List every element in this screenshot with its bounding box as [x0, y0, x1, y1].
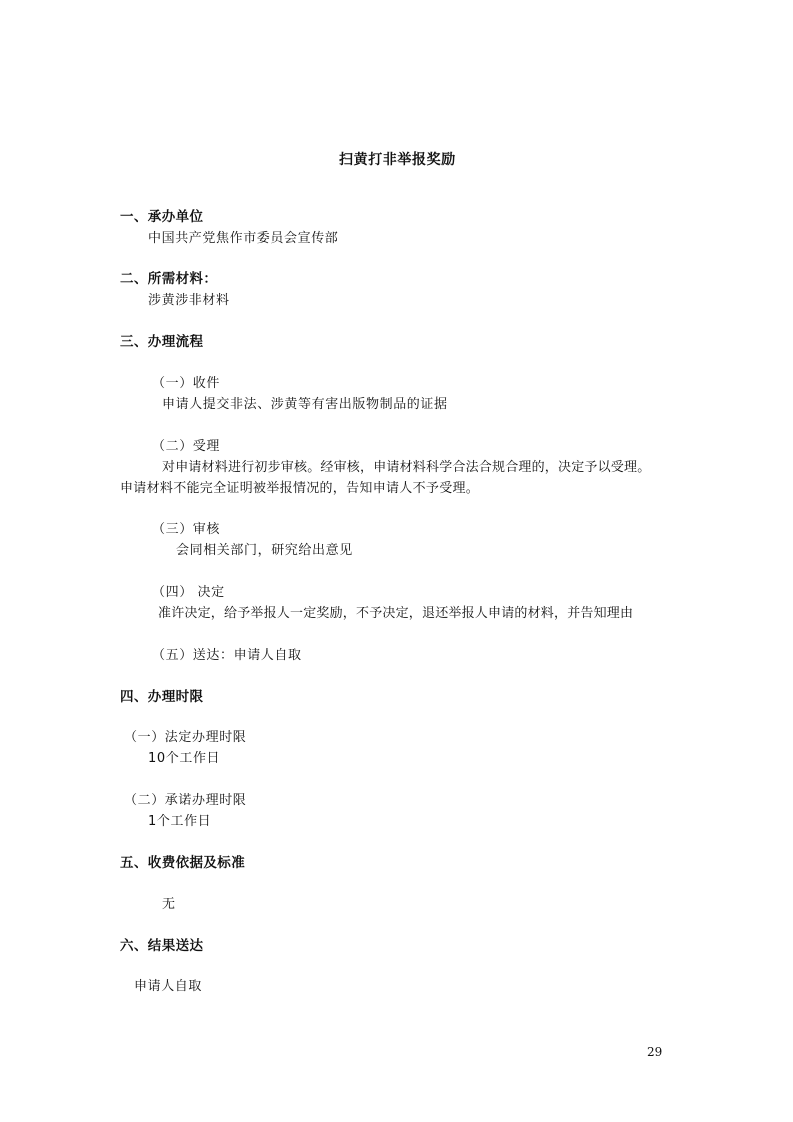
required-materials-text: 涉黄涉非材料	[148, 293, 230, 308]
promised-time-limit-label: （二）承诺办理时限	[124, 793, 247, 808]
procedure-step-2-text-line2: 申请材料不能完全证明被举报情况的，告知申请人不予受理。	[120, 481, 480, 496]
promised-time-limit-value: 1个工作日	[148, 814, 212, 829]
section-heading-procedure: 三、办理流程	[120, 334, 204, 350]
statutory-time-limit-value: 10个工作日	[148, 751, 221, 766]
procedure-step-2-label: （二）受理	[152, 439, 221, 454]
fee-basis-text: 无	[162, 897, 176, 912]
undertaking-unit-text: 中国共产党焦作市委员会宣传部	[148, 231, 339, 246]
procedure-step-3-label: （三）审核	[152, 522, 221, 537]
page-number: 29	[647, 1045, 663, 1059]
document-title: 扫黄打非举报奖励	[339, 152, 456, 168]
procedure-step-1-label: （一）收件	[152, 376, 221, 391]
result-delivery-text: 申请人自取	[134, 979, 203, 994]
procedure-step-2-text-line1: 对申请材料进行初步审核。经审核，申请材料科学合法合规合理的，决定予以受理。	[162, 460, 651, 475]
section-heading-result-delivery: 六、结果送达	[120, 938, 204, 954]
procedure-step-4-label: （四） 决定	[152, 585, 225, 600]
procedure-step-1-text: 申请人提交非法、涉黄等有害出版物制品的证据	[162, 397, 448, 412]
section-heading-required-materials: 二、所需材料：	[120, 271, 218, 287]
procedure-step-4-text: 准许决定，给予举报人一定奖励，不予决定，退还举报人申请的材料，并告知理由	[158, 606, 634, 621]
procedure-step-5-label: （五）送达：申请人自取	[152, 648, 302, 663]
statutory-time-limit-label: （一）法定办理时限	[124, 730, 247, 745]
section-heading-fee-basis: 五、收费依据及标准	[120, 855, 246, 871]
section-heading-time-limit: 四、办理时限	[120, 689, 204, 705]
procedure-step-3-text: 会同相关部门，研究给出意见	[176, 543, 353, 558]
section-heading-undertaking-unit: 一、承办单位	[120, 209, 204, 225]
